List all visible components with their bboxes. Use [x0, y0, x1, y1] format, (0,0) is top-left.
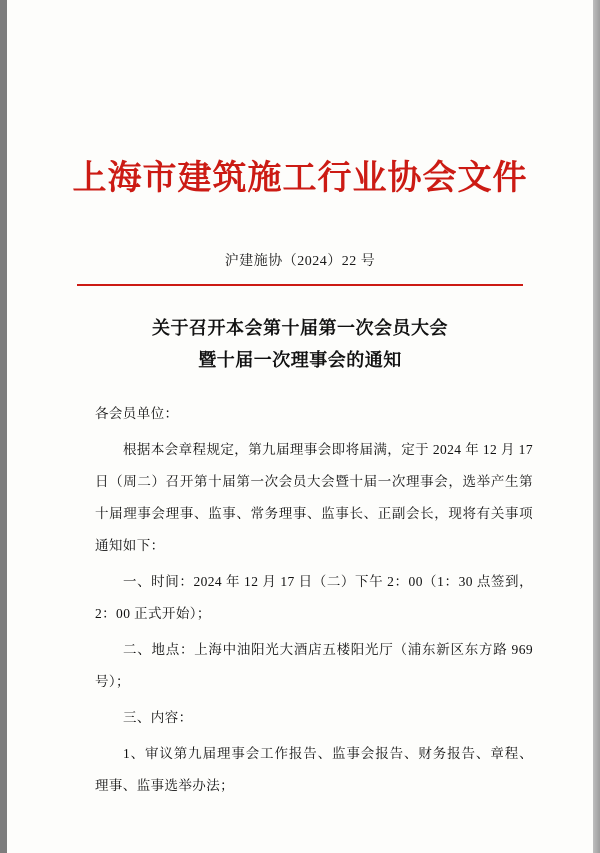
scan-edge-left	[0, 0, 7, 853]
scan-edge-right	[593, 0, 600, 853]
body-paragraph-3: 二、地点：上海中油阳光大酒店五楼阳光厅（浦东新区东方路 969 号）；	[95, 642, 533, 689]
subject-line-1: 关于召开本会第十届第一次会员大会	[152, 318, 448, 338]
document-body	[95, 398, 533, 806]
subject-line-2: 暨十届一次理事会的通知	[198, 350, 402, 370]
body-paragraph-1: 根据本会章程规定，第九届理事会即将届满，定于 2024 年 12 月 17 日（周二）召开第十届第一次会员大会暨十届一次理事会，选举产生第十届理事会理事、监事、常务理事、监事长、正副会长，现将有关事项通知如下：	[95, 442, 533, 553]
document-subject	[67, 312, 533, 376]
red-separator-rule	[77, 284, 523, 286]
document-header-title: 上海市建筑施工行业协会文件	[72, 160, 528, 197]
paper-sheet	[7, 0, 593, 853]
body-paragraph-2: 一、时间：2024 年 12 月 17 日（二）下午 2：00（1：30 点签到，2：00 正式开始）；	[95, 574, 533, 621]
salutation: 各会员单位：	[95, 406, 179, 421]
body-paragraph-5: 1、审议第九届理事会工作报告、监事会报告、财务报告、章程、理事、监事选举办法；	[95, 746, 533, 793]
document-number: 沪建施协（2024）22 号	[224, 254, 376, 269]
body-paragraph-4: 三、内容：	[123, 710, 193, 725]
